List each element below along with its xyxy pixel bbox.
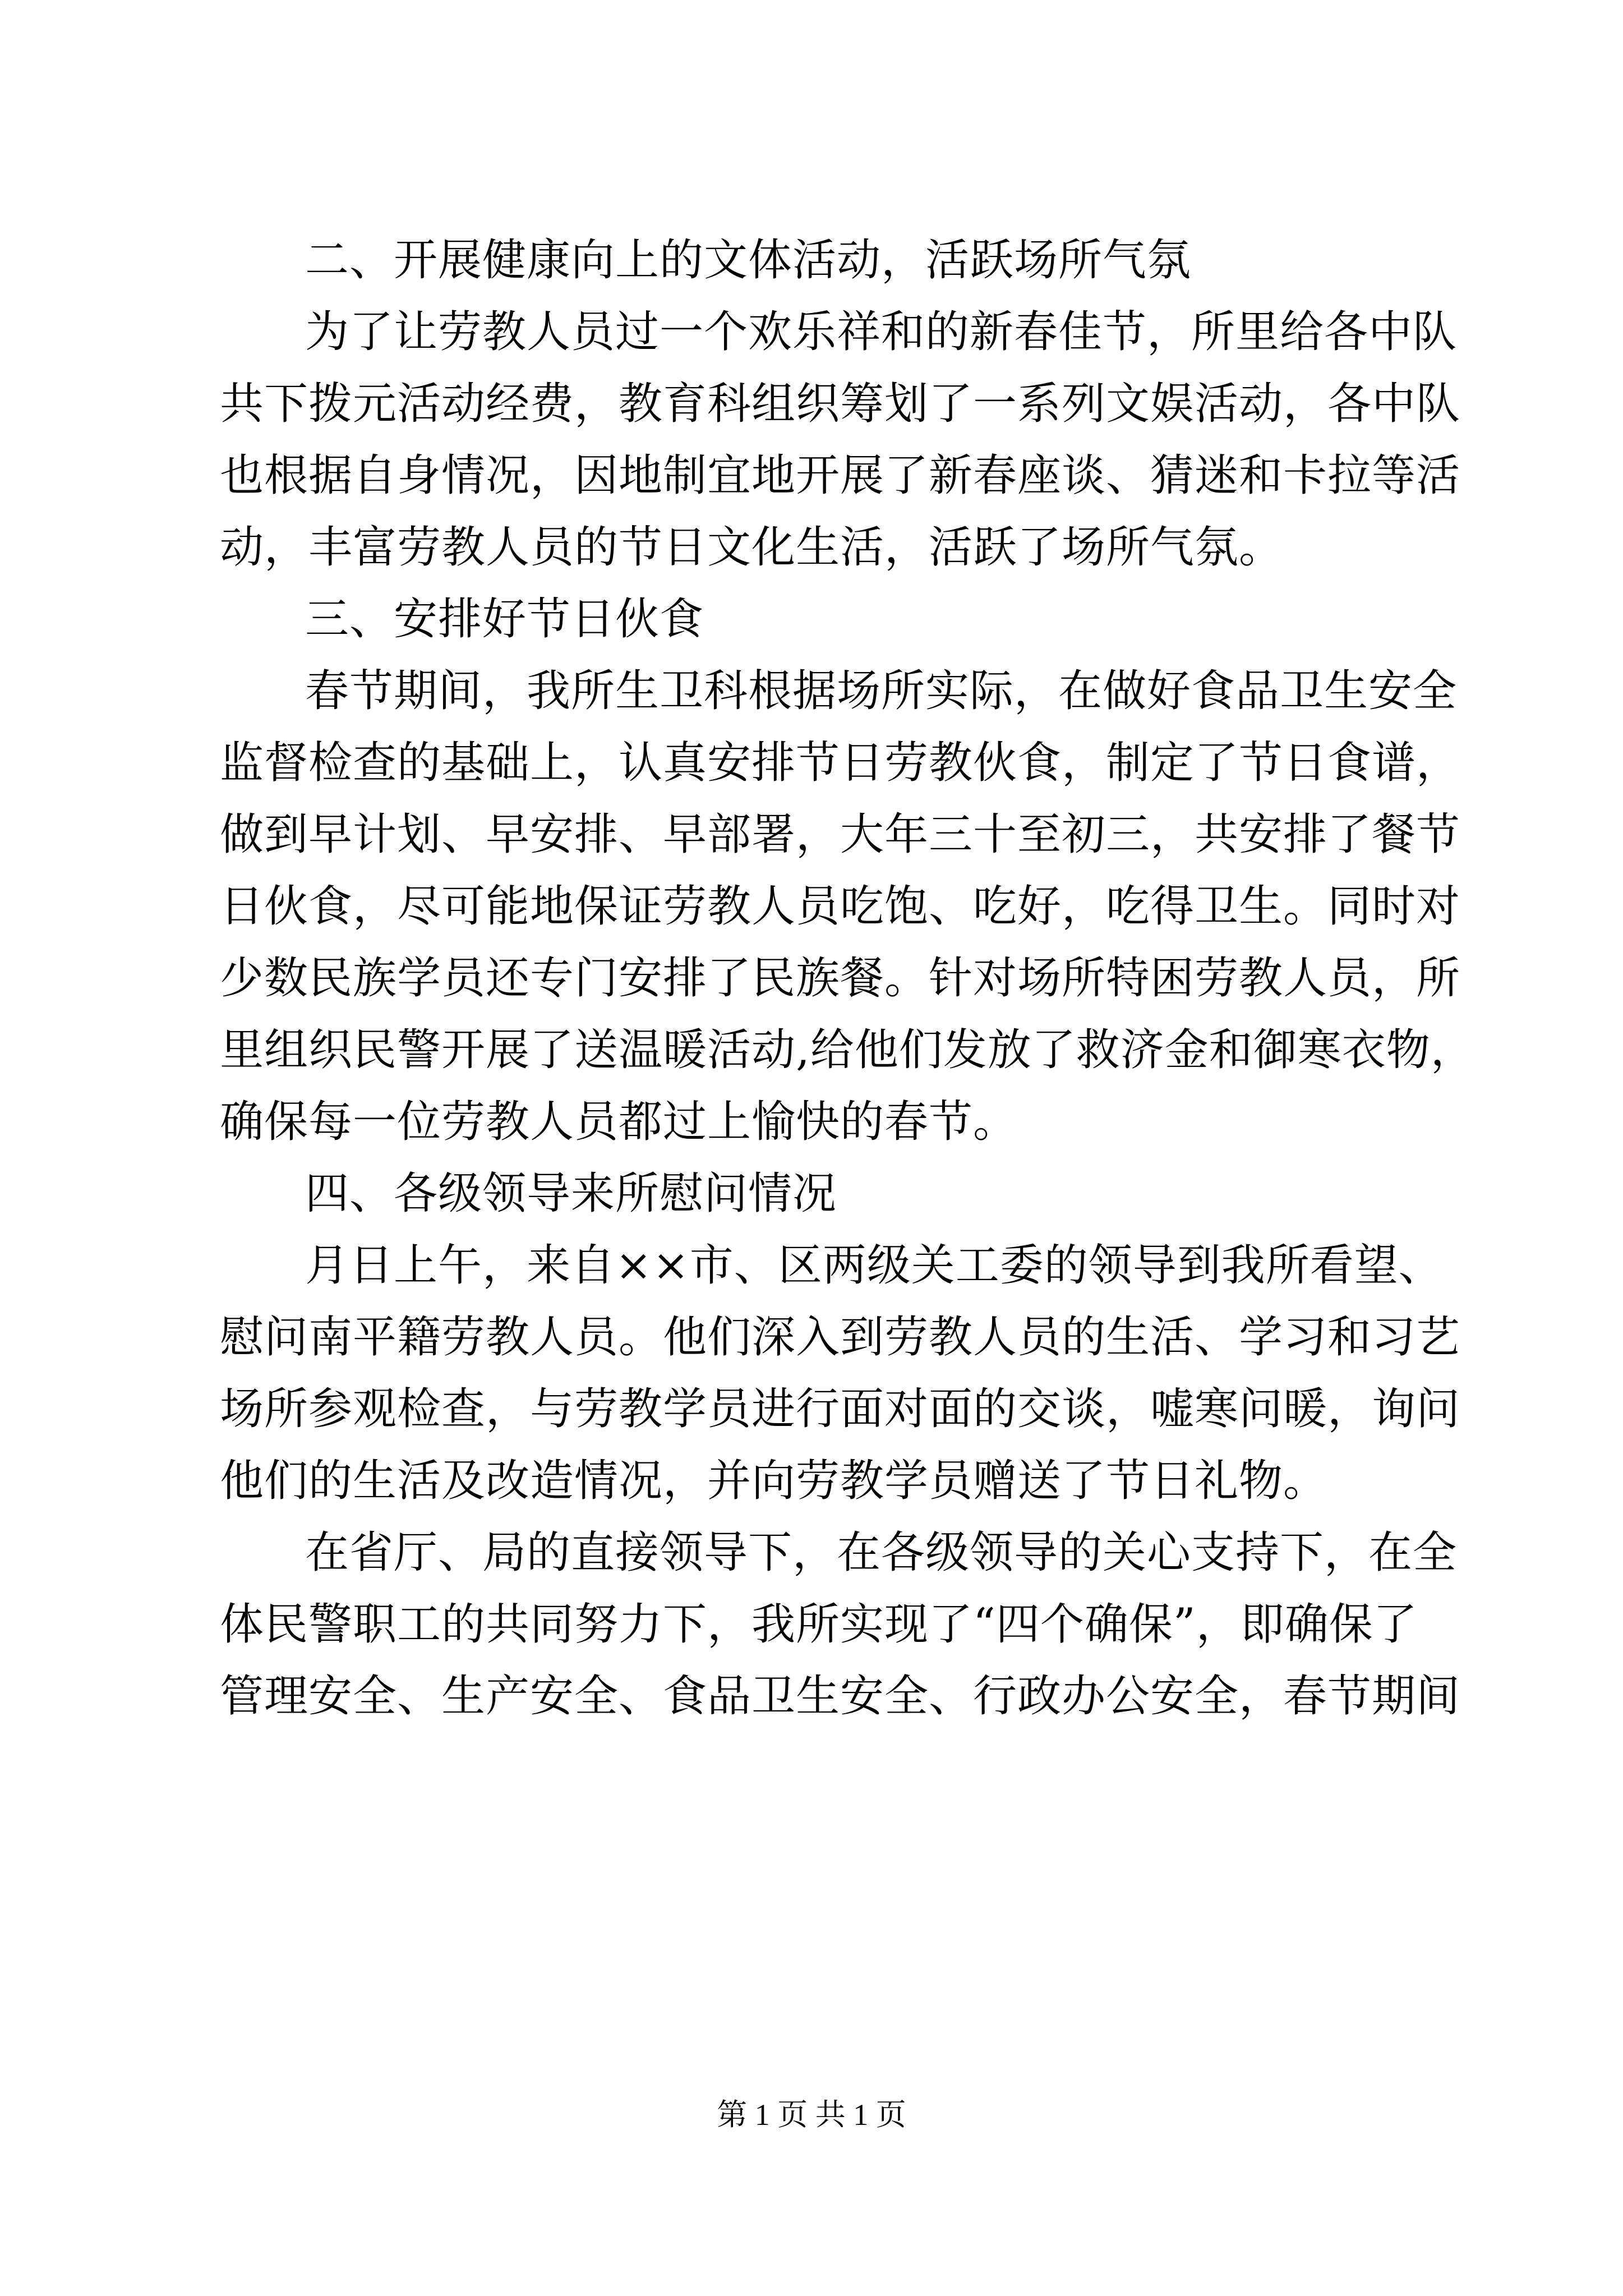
text-line: 二、开展健康向上的文体活动，活跃场所气氛 [305, 235, 1192, 286]
text-line: 在省厅、局的直接领导下，在各级领导的关心支持下，在全 [305, 1527, 1458, 1578]
text-line: 共下拨元活动经费，教育科组织筹划了一系列文娱活动，各中队 [220, 379, 1461, 429]
text-line: 少数民族学员还专门安排了民族餐。针对场所特困劳教人员，所 [220, 953, 1461, 1004]
text-line: 里组织民警开展了送温暖活动,给他们发放了救济金和御寒衣物， [220, 1025, 1475, 1075]
text-line: 日伙食，尽可能地保证劳教人员吃饱、吃好，吃得卫生。同时对 [220, 881, 1461, 932]
text-line: 三、安排好节日伙食 [305, 594, 704, 645]
page-footer: 第 1 页 共 1 页 [717, 2098, 906, 2132]
text-line: 场所参观检查，与劳教学员进行面对面的交谈，嘘寒问暖，询问 [220, 1384, 1461, 1434]
text-line: 动，丰富劳教人员的节日文化生活，活跃了场所气氛。 [220, 522, 1284, 573]
text-line: 为了让劳教人员过一个欢乐祥和的新春佳节，所里给各中队 [305, 307, 1458, 357]
text-line: 春节期间，我所生卫科根据场所实际，在做好食品卫生安全 [305, 666, 1458, 716]
text-line: 也根据自身情况，因地制宜地开展了新春座谈、猜迷和卡拉等活 [220, 450, 1461, 501]
text-line: 体民警职工的共同努力下，我所实现了“四个确保”，即确保了 [220, 1599, 1418, 1650]
text-line: 月日上午，来自××市、区两级关工委的领导到我所看望、 [305, 1240, 1443, 1291]
text-line: 做到早计划、早安排、早部署，大年三十至初三，共安排了餐节 [220, 809, 1461, 860]
text-line: 确保每一位劳教人员都过上愉快的春节。 [220, 1097, 1018, 1147]
text-line: 他们的生活及改造情况，并向劳教学员赠送了节日礼物。 [220, 1456, 1328, 1506]
document-body [220, 224, 1475, 1732]
text-line: 四、各级领导来所慰问情况 [305, 1168, 837, 1219]
text-line: 慰问南平籍劳教人员。他们深入到劳教人员的生活、学习和习艺 [220, 1312, 1461, 1363]
text-line: 管理安全、生产安全、食品卫生安全、行政办公安全，春节期间 [220, 1671, 1461, 1722]
text-line: 监督检查的基础上，认真安排节日劳教伙食，制定了节日食谱， [220, 738, 1461, 788]
